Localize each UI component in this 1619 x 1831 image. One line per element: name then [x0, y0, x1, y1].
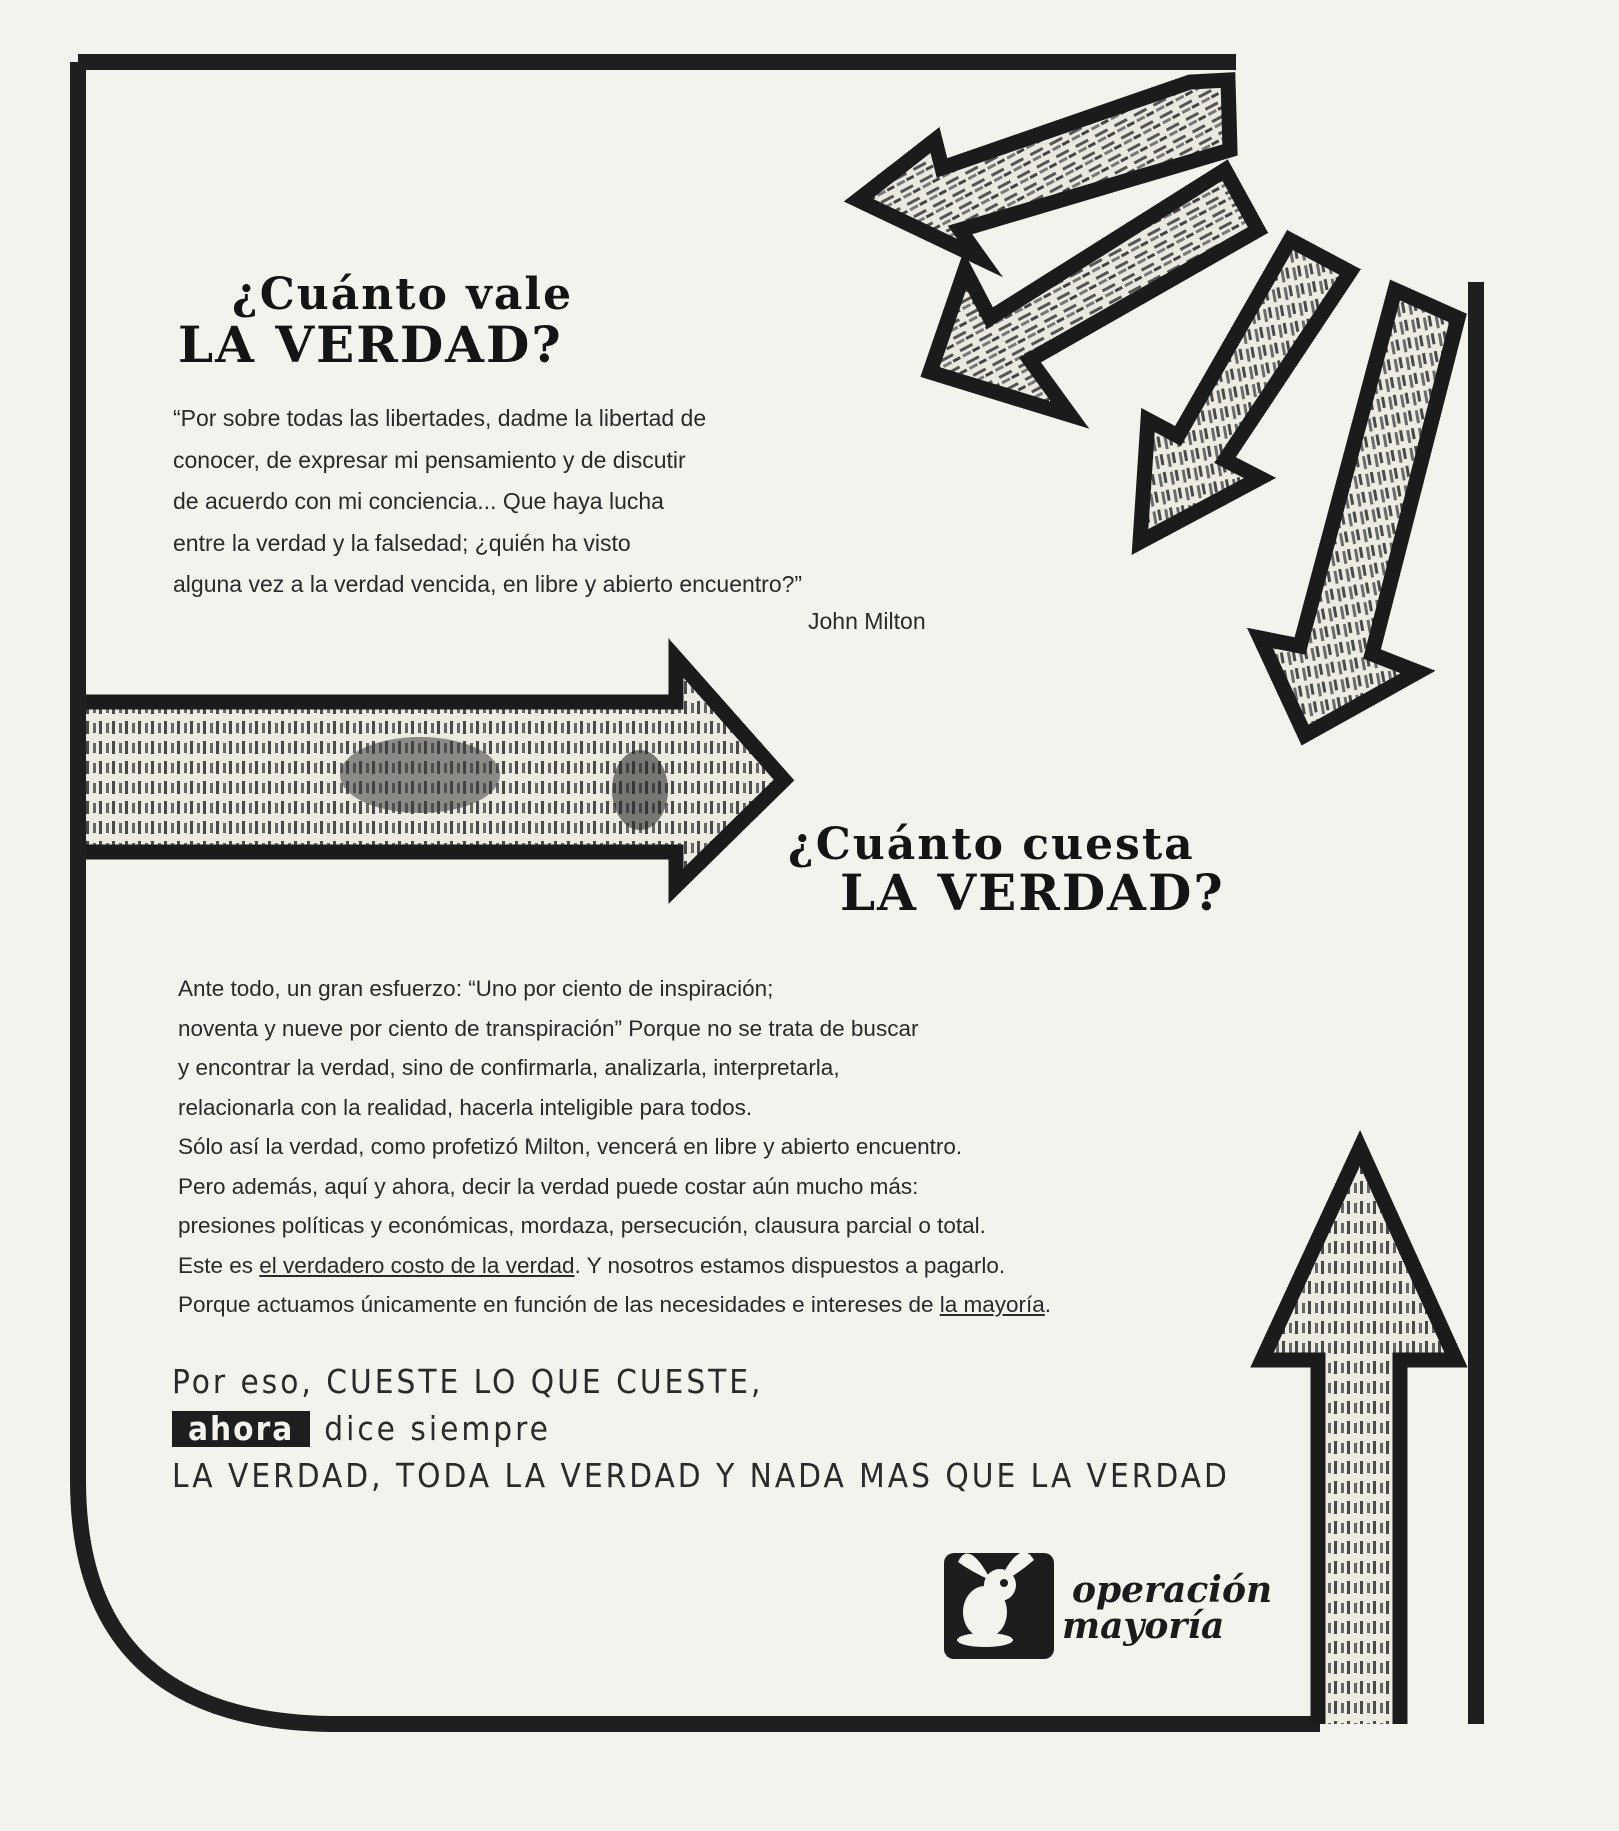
body-line: Ante todo, un gran esfuerzo: “Uno por ciento de inspiración; — [178, 976, 774, 1001]
operacion-mayoria-logo — [1062, 1569, 1273, 1647]
quote-line: alguna vez a la verdad vencida, en libre y abierto encuentro?” — [173, 571, 803, 597]
body-line: Pero además, aquí y ahora, decir la verdad puede costar aún mucho más: — [178, 1173, 919, 1199]
quote-author: John Milton — [808, 608, 926, 634]
body-line-text: . Y nosotros estamos dispuestos a pagarlo. — [574, 1252, 1006, 1278]
milton-quote — [173, 398, 973, 606]
closing-statement — [172, 1358, 1230, 1499]
underlined-phrase: el verdadero costo de la verdad — [259, 1252, 575, 1278]
body-line: y encontrar la verdad, sino de confirmarla, analizarla, interpretarla, — [178, 1055, 840, 1080]
quote-line: conocer, de expresar mi pensamiento y de discutir — [173, 446, 686, 473]
body-line: presiones políticas y económicas, mordaza, persecución, clausura parcial o total. — [178, 1213, 986, 1238]
heading-how-much-worth — [232, 268, 573, 322]
body-line-text: Porque actuamos únicamente en función de las necesidades e intereses de — [178, 1292, 940, 1317]
body-line: Sólo así la verdad, como profetizó Milton, vencerá en libre y abierto encuentro. — [178, 1134, 963, 1159]
vertical-arrow — [1262, 1148, 1456, 1724]
body-line — [178, 1246, 1228, 1286]
underlined-phrase: la mayoría — [939, 1292, 1045, 1317]
body-text — [178, 969, 1228, 1325]
closing-line-1: Por eso, CUESTE LO QUE CUESTE, — [172, 1362, 764, 1401]
body-line-text: . — [1044, 1292, 1052, 1317]
logo-line-1: operación — [1072, 1569, 1273, 1611]
closing-line-2 — [172, 1405, 1230, 1452]
quote-line: entre la verdad y la falsedad; ¿quién ha visto — [173, 529, 631, 556]
rabbit-logo-icon — [944, 1552, 1054, 1659]
heading-line-2: LA VERDAD? — [840, 863, 1225, 922]
ahora-brand-badge: ahora — [172, 1411, 310, 1447]
heading-truth-2 — [840, 863, 1225, 922]
heading-truth-1 — [178, 315, 563, 374]
closing-line-2-text: dice siempre — [324, 1409, 551, 1448]
heading-line-1: ¿Cuánto vale — [232, 269, 574, 320]
logo-line-2: mayoría — [1062, 1605, 1225, 1647]
heading-line-2: LA VERDAD? — [178, 315, 563, 374]
body-line-text: Este es — [178, 1252, 260, 1278]
quote-line: de acuerdo con mi conciencia... Que haya lucha — [173, 488, 664, 514]
heading-line-1: ¿Cuánto cuesta — [788, 819, 1195, 870]
closing-line-3: LA VERDAD, TODA LA VERDAD Y NADA MAS QUE LA VERDAD — [172, 1456, 1230, 1495]
body-line — [178, 1285, 1228, 1325]
quote-line: “Por sobre todas las libertades, dadme la libertad de — [173, 405, 707, 431]
body-line: noventa y nueve por ciento de transpiración” Porque no se trata de buscar — [178, 1015, 919, 1041]
body-line: relacionarla con la realidad, hacerla inteligible para todos. — [178, 1094, 753, 1120]
